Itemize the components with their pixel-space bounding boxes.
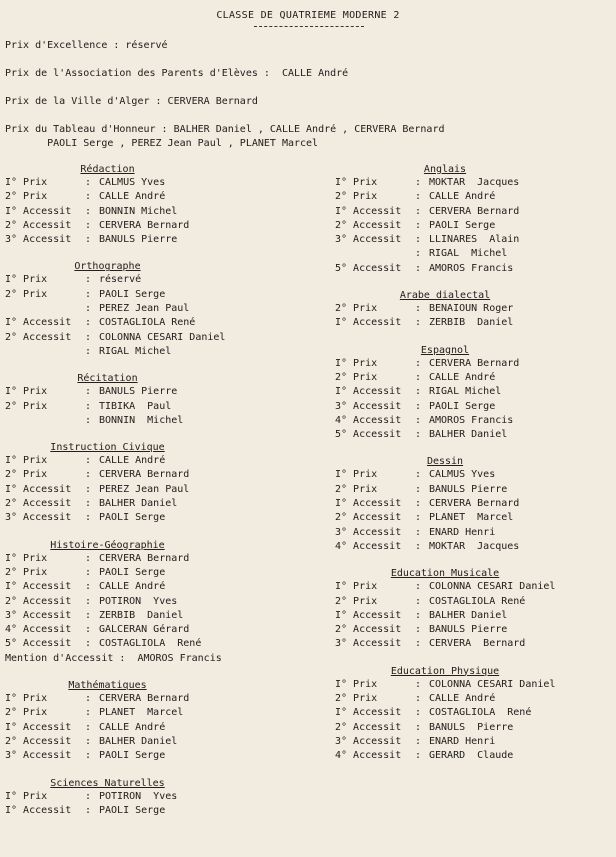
award-row [335,678,613,692]
award-rank: 3° Accessit [5,750,72,762]
award-row [335,176,613,190]
colon-separator: : [415,303,422,315]
header-line-tableau-honneur-cont: PAOLI Serge , PEREZ Jean Paul , PLANET Marcel [5,138,319,149]
student-name: BONNIN Michel [99,205,178,217]
award-row [335,721,613,735]
colon-separator: : [85,624,92,636]
student-name: BANULS Pierre [99,234,178,246]
award-row [335,623,613,637]
award-row [5,233,325,247]
subject-title: Arabe dialectal [399,290,491,302]
student-name: CALLE André [99,455,166,467]
award-row [5,804,325,818]
student-name: CERVERA Bernard [429,357,520,369]
student-name: AMOROS Francis [429,262,514,274]
award-rank: 3° Accessit [335,400,402,412]
colon-separator: : [85,804,92,816]
award-rank: I° Accessit [5,804,72,816]
student-name: CALLE André [429,191,496,203]
student-name: BANULS Pierre [99,386,178,398]
award-row [5,331,325,345]
subject-section [5,441,325,525]
award-rank: I° Accessit [5,317,72,329]
award-rank: I° Accessit [335,498,402,510]
colon-separator: : [415,609,422,621]
student-name: CERVERA Bernard [429,638,526,650]
student-name: AMOROS Francis [429,414,514,426]
colon-separator: : [415,357,422,369]
student-name: COLONNA CESARI Daniel [429,678,556,690]
colon-separator: : [85,469,92,481]
award-row [335,247,613,261]
header-line-ville-alger: Prix de la Ville d'Alger : CERVERA Bernard [5,96,258,107]
colon-separator: : [415,750,422,762]
award-rank: I° Accessit [5,483,72,495]
colon-separator: : [415,678,422,690]
award-rank: I° Prix [335,678,378,690]
subject-section [335,455,613,554]
colon-separator: : [415,219,422,231]
colon-separator: : [85,386,92,398]
award-row [5,176,325,190]
student-name: COLONNA CESARI Daniel [429,581,556,593]
student-name: CALLE André [99,721,166,733]
colon-separator: : [415,721,422,733]
student-name: COSTAGLIOLA René [99,317,196,329]
award-rank: 2° Accessit [5,331,72,343]
colon-separator: : [85,638,92,650]
award-row [5,790,325,804]
student-name: PAOLI Serge [429,400,496,412]
student-name: PEREZ Jean Paul [99,483,190,495]
student-name: réservé [99,274,142,286]
subject-title: Histoire-Géographie [50,539,165,551]
subject-section [5,163,325,247]
colon-separator: : [415,735,422,747]
subject-section [335,163,613,276]
award-rank: 4° Accessit [5,624,72,636]
colon-separator: : [415,498,422,510]
award-row [335,205,613,219]
award-rank: 2° Accessit [335,624,402,636]
student-name: BALHER Daniel [429,429,508,441]
subject-title: Education Physique [390,665,500,677]
colon-separator: : [85,790,92,802]
award-row [335,428,613,442]
award-rank: 3° Accessit [5,512,72,524]
award-row [335,511,613,525]
student-name: BANULS Pierre [429,483,508,495]
colon-separator: : [85,205,92,217]
award-row [335,400,613,414]
award-row [335,540,613,554]
colon-separator: : [415,317,422,329]
colon-separator: : [415,512,422,524]
award-rank: 2° Accessit [335,219,402,231]
student-name: COSTAGLIOLA René [99,638,202,650]
award-rank: 2° Prix [335,595,378,607]
colon-separator: : [85,609,92,621]
colon-separator: : [415,429,422,441]
award-row [5,552,325,566]
award-row [335,414,613,428]
colon-separator: : [85,331,92,343]
student-name: CERVERA Bernard [429,205,520,217]
award-row [5,623,325,637]
subject-title: Sciences Naturelles [50,777,165,789]
award-rank: I° Accessit [335,317,402,329]
student-name: BENAIOUN Roger [429,303,514,315]
colon-separator: : [85,177,92,188]
colon-separator: : [85,483,92,495]
student-name: CERVERA Bernard [99,219,190,231]
subject-title: Rédaction [80,164,135,175]
award-row [5,205,325,219]
award-rank: I° Prix [5,552,48,564]
award-rank: I° Accessit [335,609,402,621]
student-name: ZERBIB Daniel [99,609,184,621]
student-name: GERARD Claude [429,750,514,762]
left-column [5,163,325,831]
award-rank: 2° Prix [5,191,48,203]
colon-separator: : [85,191,92,203]
award-row [335,219,613,233]
subject-section [5,539,325,666]
student-name: PAOLI Serge [99,804,166,816]
award-row [335,233,613,247]
award-row [5,497,325,511]
subject-title: Orthographe [74,261,141,273]
document-title: CLASSE DE QUATRIEME MODERNE 2 [216,10,400,21]
colon-separator: : [415,483,422,495]
award-row [5,414,325,428]
colon-separator: : [85,303,92,315]
award-rank: 4° Accessit [335,750,402,762]
award-row [5,595,325,609]
student-name: PEREZ Jean Paul [99,303,190,315]
student-name: CALLE André [429,693,496,705]
award-row [335,385,613,399]
student-name: COSTAGLIOLA René [429,707,532,719]
subject-title: Mathématiques [68,680,147,692]
colon-separator: : [415,234,422,246]
header-line-excellence: Prix d'Excellence : réservé [5,40,168,51]
student-name: PAOLI Serge [99,566,166,578]
colon-separator: : [415,540,422,552]
subject-section [5,777,325,819]
award-row [5,385,325,399]
student-name: PLANET Marcel [99,707,184,719]
award-rank: 2° Prix [335,693,378,705]
colon-separator: : [415,191,422,203]
student-name: ENARD Henri [429,526,496,538]
colon-separator: : [85,317,92,329]
student-name: CALMUS Yves [429,469,496,481]
award-row [5,316,325,330]
student-name: BALHER Daniel [99,498,178,510]
award-rank: I° Prix [335,581,378,593]
header-line-tableau-honneur: Prix du Tableau d'Honneur : BALHER Daniel , CALLE André , CERVERA Bernard [5,124,445,135]
award-row [5,288,325,302]
colon-separator: : [415,624,422,636]
subject-section [5,679,325,763]
subject-title: Espagnol [420,344,470,356]
colon-separator: : [85,345,92,357]
colon-separator: : [85,750,92,762]
award-row [335,262,613,276]
award-row [5,566,325,580]
award-row [5,706,325,720]
student-name: RIGAL Michel [429,386,502,398]
award-rank: 2° Accessit [335,512,402,524]
colon-separator: : [85,274,92,286]
colon-separator: : [85,400,92,412]
award-rank: 2° Accessit [5,735,72,747]
award-rank: 2° Prix [335,303,378,315]
award-rank: I° Prix [5,790,48,802]
award-rank: 4° Accessit [335,414,402,426]
colon-separator: : [415,205,422,217]
award-rank: 2° Accessit [335,721,402,733]
award-row [5,219,325,233]
award-rank: 3° Accessit [335,526,402,538]
award-row [335,609,613,623]
award-rank: I° Accessit [335,205,402,217]
award-rank: 3° Accessit [335,735,402,747]
award-row [335,706,613,720]
award-rank: 2° Prix [5,288,48,300]
student-name: RIGAL Michel [429,248,508,260]
award-rank: I° Prix [335,357,378,369]
header-line-parents-association: Prix de l'Association des Parents d'Elèves : CALLE André [5,68,349,79]
award-rank: I° Prix [335,469,378,481]
award-row [5,721,325,735]
award-rank [5,345,85,359]
award-rank [5,302,85,316]
award-rank: 3° Accessit [335,234,402,246]
award-row [5,400,325,414]
student-name: PAOLI Serge [99,512,166,524]
colon-separator: : [415,262,422,274]
subject-section [335,665,613,764]
award-rank: 2° Prix [5,400,48,412]
award-rank: 4° Accessit [335,540,402,552]
colon-separator: : [415,469,422,481]
award-row [335,637,613,651]
subject-section [5,372,325,428]
award-row [335,316,613,330]
colon-separator: : [85,455,92,467]
colon-separator: : [415,707,422,719]
student-name: CERVERA Bernard [99,693,190,705]
student-name: CALMUS Yves [99,177,166,188]
award-rank: 3° Accessit [5,609,72,621]
award-row [5,735,325,749]
title-underline [254,26,364,27]
student-name: BALHER Daniel [99,735,178,747]
colon-separator: : [85,288,92,300]
award-rank: I° Prix [5,274,48,286]
student-name: POTIRON Yves [99,790,178,802]
colon-separator: : [85,581,92,593]
award-row [5,692,325,706]
student-name: GALCERAN Gérard [99,624,190,636]
student-name: MOKTAR Jacques [429,177,520,188]
award-row [5,609,325,623]
subject-title: Anglais [423,164,467,175]
award-row [5,190,325,204]
subject-section [335,289,613,331]
student-name: ENARD Henri [429,735,496,747]
award-rank: 3° Accessit [5,234,72,246]
student-name: CALLE André [99,581,166,593]
award-rank: 2° Prix [5,469,48,481]
award-row [5,345,325,359]
award-rank: I° Accessit [5,205,72,217]
subject-title: Récitation [77,373,138,385]
student-name: MOKTAR Jacques [429,540,520,552]
subject-section [5,260,325,359]
student-name: TIBIKA Paul [99,400,172,412]
student-name: PAOLI Serge [99,750,166,762]
award-row [335,371,613,385]
student-name: PAOLI Serge [99,288,166,300]
right-column [335,163,613,777]
student-name: CALLE André [429,371,496,383]
subject-section [335,567,613,651]
award-rank: I° Accessit [335,707,402,719]
award-rank [335,247,415,261]
colon-separator: : [85,707,92,719]
award-rank: I° Prix [5,693,48,705]
colon-separator: : [415,638,422,650]
student-name: COLONNA CESARI Daniel [99,331,226,343]
award-row [335,483,613,497]
colon-separator: : [415,371,422,383]
subject-title: Dessin [426,456,464,468]
award-rank: 5° Accessit [335,429,402,441]
student-name: CERVERA Bernard [99,469,190,481]
award-row [335,580,613,594]
award-rank: I° Accessit [5,581,72,593]
award-rank: 2° Prix [5,707,48,719]
award-row [5,454,325,468]
student-name: BALHER Daniel [429,609,508,621]
student-name: LLINARES Alain [429,234,520,246]
award-row [335,595,613,609]
award-rank: 2° Prix [335,371,378,383]
colon-separator: : [85,498,92,510]
award-rank: 2° Accessit [5,595,72,607]
award-row [335,735,613,749]
award-row [5,580,325,594]
award-row [335,468,613,482]
award-row [335,526,613,540]
award-rank: I° Prix [5,455,48,467]
colon-separator: : [415,693,422,705]
colon-separator: : [85,552,92,564]
colon-separator: : [85,219,92,231]
award-rank: 5° Accessit [5,638,72,650]
subject-section [335,344,613,443]
student-name: RIGAL Michel [99,345,172,357]
subject-title: Instruction Civique [50,442,165,454]
colon-separator: : [85,566,92,578]
colon-separator: : [85,721,92,733]
award-rank: I° Accessit [5,721,72,733]
award-row [5,483,325,497]
award-rank: I° Prix [335,177,378,188]
award-row [5,511,325,525]
student-name: CERVERA Bernard [429,498,520,510]
student-name: CERVERA Bernard [99,552,190,564]
award-rank: 2° Prix [335,191,378,203]
award-row [5,749,325,763]
award-rank: 5° Accessit [335,262,402,274]
award-rank: 2° Accessit [5,498,72,510]
award-row [335,749,613,763]
student-name: BANULS Pierre [429,624,508,636]
award-row [5,273,325,287]
award-rank: I° Prix [5,177,48,188]
award-row [335,302,613,316]
colon-separator: : [415,400,422,412]
colon-separator: : [85,735,92,747]
student-name: COSTAGLIOLA René [429,595,526,607]
award-rank: 2° Prix [5,566,48,578]
colon-separator: : [85,595,92,607]
subject-title: Education Musicale [390,568,500,580]
student-name: ZERBIB Daniel [429,317,514,329]
colon-separator: : [415,386,422,398]
award-row [335,497,613,511]
student-name: BANULS Pierre [429,721,514,733]
colon-separator: : [415,581,422,593]
colon-separator: : [415,526,422,538]
award-rank: I° Accessit [335,386,402,398]
colon-separator: : [415,414,422,426]
award-row [5,468,325,482]
student-name: PLANET Marcel [429,512,514,524]
colon-separator: : [415,177,422,188]
student-name: BONNIN Michel [99,414,184,426]
student-name: CALLE André [99,191,166,203]
award-rank: 3° Accessit [335,638,402,650]
mention-accessit: Mention d'Accessit : AMOROS Francis [5,652,222,664]
award-rank [5,414,85,428]
award-row [335,190,613,204]
award-row [5,637,325,651]
colon-separator: : [415,595,422,607]
colon-separator: : [85,693,92,705]
colon-separator: : [85,414,92,426]
award-row [335,692,613,706]
colon-separator: : [85,234,92,246]
award-rank: 2° Accessit [5,219,72,231]
colon-separator: : [415,248,422,260]
student-name: POTIRON Yves [99,595,178,607]
colon-separator: : [85,512,92,524]
award-row [5,302,325,316]
award-row [335,357,613,371]
student-name: PAOLI Serge [429,219,496,231]
award-rank: I° Prix [5,386,48,398]
award-rank: 2° Prix [335,483,378,495]
